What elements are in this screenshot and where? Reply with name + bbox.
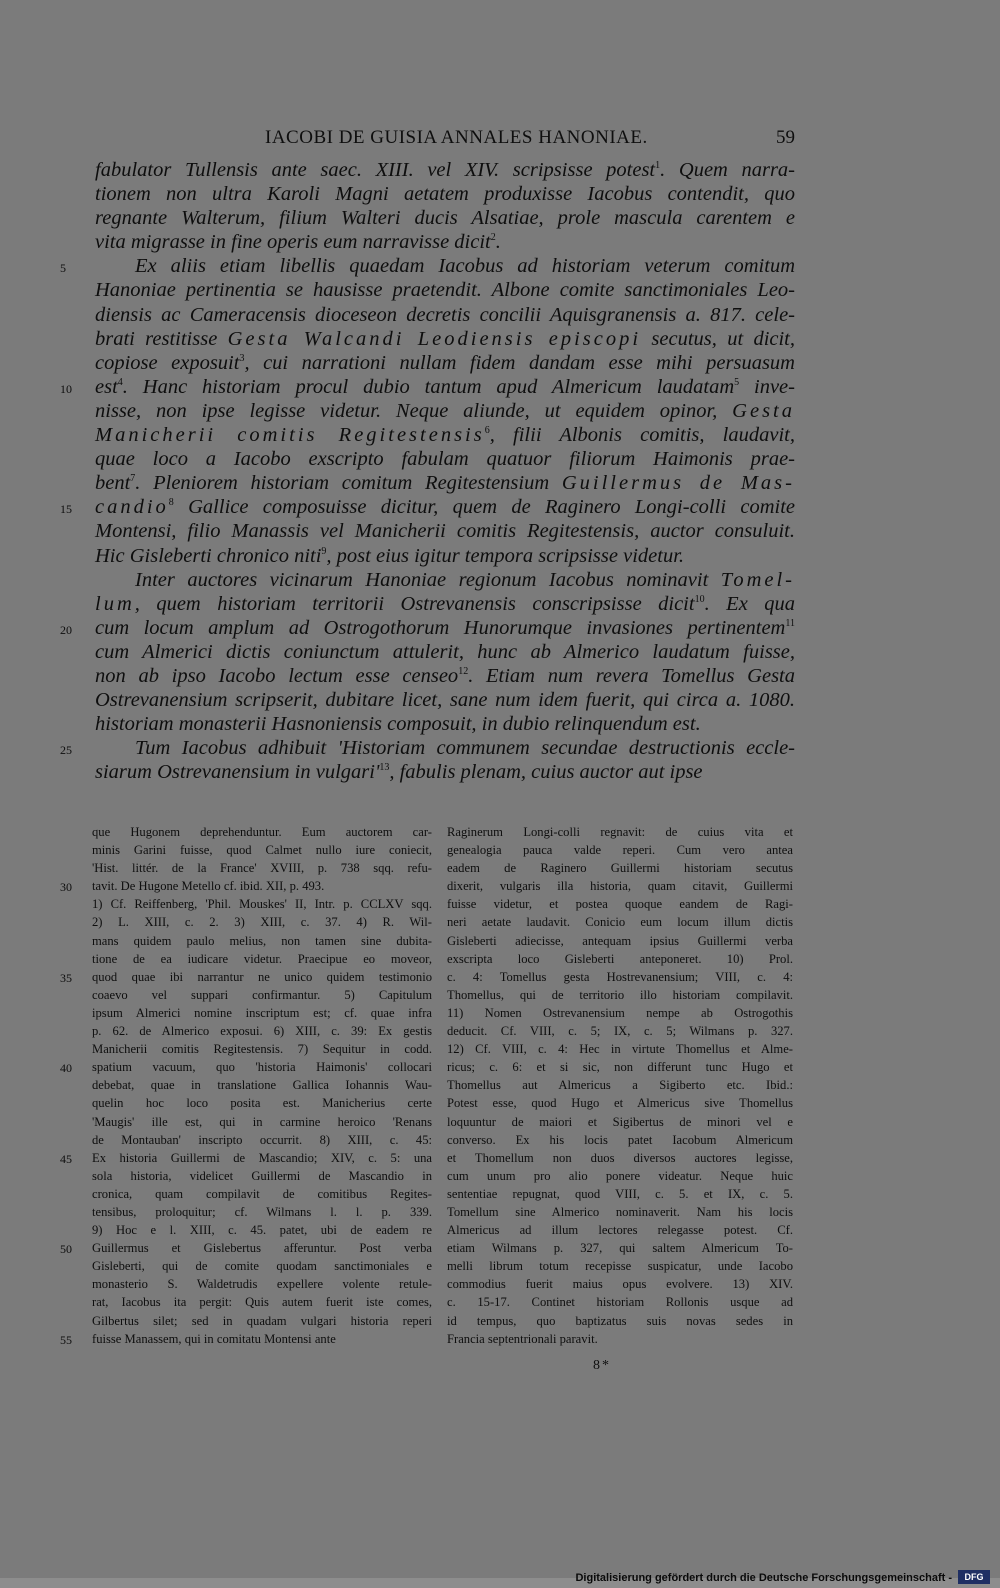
footnote-line: Almericus ad illum lectores relegasse potest. Cf. bbox=[447, 1223, 793, 1238]
footnote-line: tensibus, proloquitur; cf. Wilmans l. l. p. 339. bbox=[92, 1204, 432, 1219]
running-head bbox=[95, 127, 795, 153]
line-number: 40 bbox=[60, 1061, 72, 1076]
footnote-line: cum unum pro alio ponere videatur. Neque huic bbox=[447, 1168, 793, 1183]
main-text-line: fabulator Tullensis ante saec. XIII. vel XIV. scripsisse potest$^1$. Quem narra- bbox=[95, 159, 796, 181]
line-number: 5 bbox=[60, 261, 66, 276]
footnote-line: Thomellus, qui de territorio illo historiam compilavit. bbox=[447, 987, 793, 1002]
footnote-line: Francia septentrionali paravit. bbox=[447, 1331, 598, 1346]
main-text-line: diensis ac Cameracensis dioceseon decretis concilii Aquisgranensis a. 817. cele- bbox=[95, 303, 795, 326]
footnote-line: que Hugonem deprehenduntur. Eum auctorem car- bbox=[92, 825, 432, 839]
main-text-line: quae loco a Iacobo exscripto fabulam quatuor filiorum Haimonis prae- bbox=[95, 448, 795, 471]
main-text-line: lum, quem historiam territorii Ostrevanensis conscripsisse dicit$^{10}$. Ex qua bbox=[95, 592, 795, 615]
signature-mark: 8* bbox=[593, 1358, 611, 1373]
line-number: 30 bbox=[60, 880, 72, 895]
main-text-line: cum locum amplum ad Ostrogothorum Hunorumque invasiones pertinentem$^{11}$ bbox=[95, 616, 795, 639]
footnote-line: Manicherii comitis Regitestensis. 7) Sequitur in codd. bbox=[92, 1042, 432, 1057]
footnote-line: quelin hoc loco posita est. Manicherius certe bbox=[92, 1096, 432, 1111]
main-text-line: Tum Iacobus adhibuit 'Historiam communem secundae destructionis eccle- bbox=[135, 737, 795, 760]
main-text-line: copiose exposuit$^3$, cui narrationi nullam fidem dandam esse mihi persuasum bbox=[95, 351, 795, 374]
footnote-line: Gisleberti adiecisse, antequam ipsius Guillermi verba bbox=[447, 933, 793, 948]
footnote-line: 12) Cf. VIII, c. 4: Hec in virtute Thomellus et Alme- bbox=[447, 1042, 793, 1057]
footnote-line: Gilbertus silet; sed in quadam vulgari historia reperi bbox=[92, 1313, 432, 1328]
footnote-line: p. 62. de Almerico exposui. 6) XIII, c. 39: Ex gestis bbox=[92, 1024, 432, 1039]
footnote-line: genealogia pauca valde reperi. Cum vero antea bbox=[447, 843, 793, 858]
footnote-line: dixerit, vulgaris illa historia, quam citavit, Guillermi bbox=[447, 879, 793, 894]
footnote-line: loquuntur de maiori et Sigibertus de minori vel e bbox=[447, 1114, 793, 1129]
footnote-line: cronica, quam compilavit de comitibus Regites- bbox=[92, 1186, 432, 1201]
footnote-line: Guillermus et Gislebertus afferuntur. Post verba bbox=[92, 1241, 432, 1256]
main-text-line: cum Almerici dictis coniunctum attulerit, hunc ab Almerico laudatum fuisse, bbox=[95, 640, 795, 663]
main-text-line: tionem non ultra Karoli Magni aetatem produxisse Iacobus contendit, quo bbox=[95, 183, 795, 206]
footnote-line: Raginerum Longi-colli regnavit: de cuius vita et bbox=[447, 825, 793, 839]
footnote-line: sola historia, videlicet Guillermi de Mascandio in bbox=[92, 1168, 432, 1183]
footnote-line: Tomellum sine Almerico nominaverit. Nam his locis bbox=[447, 1204, 793, 1219]
footnote-line: Ex historia Guillermi de Mascandio; XIV, c. 5: una bbox=[92, 1150, 432, 1165]
footnote-line: monasterio S. Waldetrudis expellere volente retule- bbox=[92, 1277, 432, 1292]
footnote-line: etiam Wilmans p. 327, qui saltem Almericum To- bbox=[447, 1241, 793, 1256]
footnote-line: tavit. De Hugone Metello cf. ibid. XII, p. 493. bbox=[92, 879, 325, 894]
footnotes-left-column bbox=[92, 823, 432, 1348]
line-number: 10 bbox=[60, 381, 72, 396]
footnote-line: c. 4: Tomellus gesta Hostrevanensium; VIII, c. 4: bbox=[447, 969, 793, 984]
footnote-line: de Montauban' inscripto occurrit. 8) XIII, c. 45: bbox=[92, 1132, 432, 1147]
line-number: 20 bbox=[60, 622, 72, 637]
footnote-line: 9) Hoc e l. XIII, c. 45. patet, ubi de eadem re bbox=[92, 1223, 432, 1238]
main-text-line: Hic Gisleberti chronico niti$^9$, post eius igitur tempora scripsisse videtur. bbox=[95, 544, 685, 567]
footnote-line: exscripta loco Gisleberti anteponeret. 10) Prol. bbox=[447, 951, 793, 966]
main-text-line: est$^4$. Hanc historiam procul dubio tantum apud Almericum laudatam$^5$ inve- bbox=[95, 375, 795, 398]
footnote-line: tione de ea iudicare videtur. Praecipue eo moveor, bbox=[92, 951, 432, 966]
footnote-line: et Thomellum non duos diversos auctores legisse, bbox=[447, 1150, 793, 1165]
line-number: 25 bbox=[60, 743, 72, 758]
footnote-line: 'Maugis' ille est, qui in carmine heroico 'Renans bbox=[92, 1114, 432, 1129]
footnote-line: fuisse Manassem, qui in comitatu Montensi ante bbox=[92, 1331, 336, 1346]
line-number: 55 bbox=[60, 1332, 72, 1347]
footnote-line: Gisleberti, qui de comite quodam sanctimoniales e bbox=[92, 1259, 432, 1274]
main-text-line: brati restitisse Gesta Walcandi Leodiensis episcopi secutus, ut dicit, bbox=[95, 327, 796, 350]
footnote-line: coaevo vel suppari confirmantur. 5) Capitulum bbox=[92, 987, 432, 1002]
main-text-line: Manicherii comitis Regitestensis$^6$, filii Albonis comitis, laudavit, bbox=[95, 424, 795, 447]
line-number: 15 bbox=[60, 502, 72, 517]
footnote-line: debebat, quae in translatione Gallica Iohannis Wau- bbox=[92, 1078, 432, 1093]
footnote-line: 'Hist. littér. de la France' XVIII, p. 738 sqq. refu- bbox=[92, 861, 432, 876]
footnote-line: rat, Iacobus ita pergit: Quis autem fuerit iste comes, bbox=[92, 1295, 432, 1310]
footnote-line: fuisse videtur, et postea quoque eandem de Ragi- bbox=[447, 897, 793, 912]
line-number: 35 bbox=[60, 970, 72, 985]
footnote-line: spatium vacuum, quo 'historia Haimonis' collocari bbox=[92, 1060, 432, 1075]
footnote-line: 2) L. XIII, c. 2. 3) XIII, c. 37. 4) R. Wil- bbox=[92, 915, 432, 930]
footnote-line: minis Garini fuisse, quod Calmet nullo iure coniecit, bbox=[92, 843, 432, 858]
main-text-line: vita migrasse in fine operis eum narravisse dicit$^2$. bbox=[95, 231, 501, 254]
footnote-line: commodius fuerit maius opus evolvere. 13) XIV. bbox=[447, 1277, 793, 1292]
footnote-line: melli librum totum recepisse suspicatur, unde Iacobo bbox=[447, 1259, 793, 1274]
footnote-line: ricus; c. 6: et si sic, non differunt tunc Hugo et bbox=[447, 1060, 793, 1075]
main-text-line: non ab ipso Iacobo lectum esse censeo$^{12}$. Etiam num revera Tomellus Gesta bbox=[95, 664, 795, 687]
main-text-line: Hanoniae pertinentia se hausisse praetendit. Albone comite sanctimoniales Leo- bbox=[95, 279, 795, 302]
main-text-line: Ex aliis etiam libellis quaedam Iacobus ad historiam veterum comitum bbox=[135, 255, 795, 278]
main-text-line: historiam monasterii Hasnoniensis composuit, in dubio relinquendum est. bbox=[95, 713, 701, 736]
main-text-line: Montensi, filio Manassis vel Manicherii comitis Regitestensis, auctor consuluit. bbox=[95, 520, 795, 543]
main-text-line: regnante Walterum, filium Walteri ducis Alsatiae, prole mascula carentem e bbox=[95, 207, 795, 230]
footnote-line: Thomellus aut Almericus a Sigiberto etc. Ibid.: bbox=[447, 1078, 793, 1093]
footnote-line: neri aetate laudavit. Conicio eum locum illum dictis bbox=[447, 915, 793, 930]
page-number: 59 bbox=[776, 127, 795, 148]
line-number: 50 bbox=[60, 1242, 72, 1257]
footnote-line: eadem de Raginero Guillermi historiam secutus bbox=[447, 861, 793, 876]
footnote-line: Potest esse, quod Hugo et Almericus sive Thomellus bbox=[447, 1096, 793, 1111]
footnotes-right-column bbox=[447, 823, 793, 1348]
main-text-line: siarum Ostrevanensium in $vulgari'^{13}$, fabulis plenam, cuius auctor aut ipse bbox=[95, 761, 703, 784]
footnote-line: converso. Ex his locis patet Iacobum Almericum bbox=[447, 1132, 793, 1147]
main-text-line: nisse, non ipse legisse videtur. Neque aliunde, ut equidem opinor, Gesta bbox=[95, 399, 795, 422]
main-text-line: Inter auctores vicinarum Hanoniae regionum Iacobus nominavit Tomel- bbox=[135, 568, 795, 591]
main-text-block bbox=[95, 158, 795, 784]
footnote-line: mans quidem paulo melius, non tamen sine dubita- bbox=[92, 933, 432, 948]
main-text-line: bent$^7$. Pleniorem historiam comitum Regitestensium Guillermus de Mas- bbox=[95, 472, 795, 495]
footnote-line: sententiae repugnat, quod VIII, c. 5. et IX, c. 5. bbox=[447, 1186, 793, 1201]
main-text-line: candio$^8$ Gallice composuisse dicitur, quem de Raginero Longi-colli comite bbox=[95, 496, 795, 519]
footnote-line: deducit. Cf. VIII, c. 5; IX, c. 5; Wilmans p. 327. bbox=[447, 1024, 793, 1039]
footnote-line: id tempus, quo baptizatus suis novas sedes in bbox=[447, 1313, 793, 1328]
main-text-line: Ostrevanensium scripserit, dubitare licet, sane num idem fuerit, qui circa a. 1080. bbox=[95, 689, 795, 712]
footnote-line: 1) Cf. Reiffenberg, 'Phil. Mouskes' II, Intr. p. CCLXV sqq. bbox=[92, 897, 432, 912]
footnote-line: ipsum Almerici nomine inscriptum est; cf. quae infra bbox=[92, 1005, 432, 1020]
dfg-logo-icon: DFG bbox=[958, 1570, 990, 1584]
running-title: IACOBI DE GUISIA ANNALES HANONIAE. bbox=[265, 127, 648, 148]
line-number: 45 bbox=[60, 1151, 72, 1166]
footnote-line: 11) Nomen Ostrevanensium nempe ab Ostrogothis bbox=[447, 1005, 793, 1020]
footnote-line: c. 15-17. Continet historiam Rollonis usque ad bbox=[447, 1295, 793, 1310]
funding-note: Digitalisierung gefördert durch die Deutsche Forschungsgemeinschaft - bbox=[575, 1572, 952, 1584]
footnote-line: quod quae ibi narrantur ne unico quidem testimonio bbox=[92, 969, 432, 984]
